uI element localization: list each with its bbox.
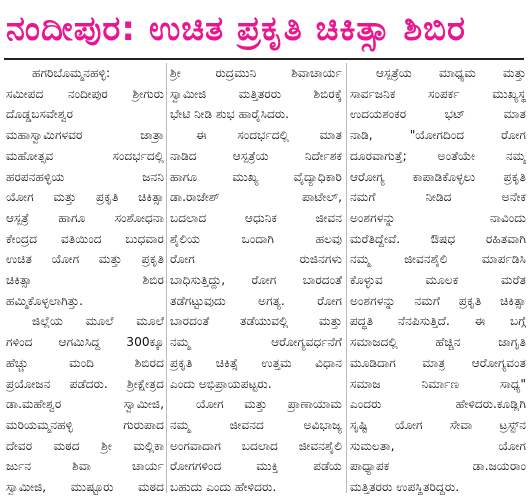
article-line: ನಾಡಿದ ಆಸ್ಪತ್ರೆಯ ನಿರ್ದೇಶಕ [170, 148, 342, 163]
article-column-2 [170, 63, 342, 495]
article-line: ಆರೋಗ್ಯ ಕಾಪಾಡಿಕೊಳ್ಳಲು ಪ್ರಕೃತಿ [350, 169, 526, 184]
article-line: ಮರಿಯಮ್ಮನಹಳ್ಳಿ ಗುರುಪಾದ [6, 417, 164, 432]
article-line: ಡಾ.ರಾಜೇಶ್ ಪಾಟೇಲ್, [170, 190, 342, 205]
article-line: ಸ್ವಾಮೀಜಿ ಮತ್ತಿತರರು ಶಿಬಿರಕ್ಕೆ [170, 86, 342, 101]
article-line: ಪ್ರಯೋಜನ ಪಡೆದರು. ಶ್ರೀಕ್ಷೇತ್ರದ [6, 376, 164, 391]
article-line: ಪ್ರಕೃತಿ ಚಿಕಿತ್ಸೆ ಉತ್ತಮ ವಿಧಾನ [170, 355, 342, 370]
article-line: ಬಾಧಿಸುತ್ತಿದ್ದು, ರೋಗ ಬಾರದಂತೆ [170, 273, 342, 288]
article-line: ಕೊಳ್ಳುವ ಮೂಲಕ ಮರೆತ [350, 273, 526, 288]
article-line: ಅಂಶಗಳನ್ನು ನಮಗೆ ಪ್ರಕೃತಿ ಚಿಕಿತ್ಸಾ [350, 293, 526, 308]
article-line: ಯೋಗ ಮತ್ತು ಪ್ರಾಣಾಯಾಮ [196, 397, 342, 412]
article-line: ನಮಗೆ ನೀಡಿದ ಅನೇಕ [350, 190, 526, 205]
article-line: ನಾಡಿ, "ಯೋಗದಿಂದ ರೋಗ [350, 128, 526, 143]
article-line: ಹಾಗೂ ಮುಖ್ಯ ವೈದ್ಯಾಧಿಕಾರಿ [170, 169, 342, 184]
article-line: ಹರಪನಹಳ್ಳಿಯ ಜನನಿ [6, 169, 164, 184]
column-divider [346, 63, 347, 493]
article-line: ಸಮೀಪದ ನಂದೀಪುರ ಶ್ರೀಗುರು [6, 86, 164, 101]
column-divider [166, 63, 167, 493]
article-line: ಕೇಂದ್ರದ ವತಿಯಿಂದ ಬುಧವಾರ [6, 231, 164, 246]
article-line: ಅಂಶಗಳನ್ನು ನಾವಿಂದು [350, 210, 526, 225]
article-line: ಶ್ರೀ ರುದ್ರಮುನಿ ಶಿವಾಚಾರ್ಯ [170, 66, 342, 80]
article-line: ಸಾರ್ವಜನಿಕ ಸಂಪರ್ಕ ಮುಖ್ಯಸ್ಥ [350, 86, 526, 101]
article-line: ಮೂಡಿದಾಗ ಮಾತ್ರ ಆರೋಗ್ಯವಂತ [350, 355, 526, 370]
article-line: ಚಿಕಿತ್ಸಾ ಶಿಬಿರ [6, 273, 164, 288]
article-line: ನಮ್ಮ ಜೀವನಶೈಲಿ ಮಾರ್ಪಡಿಸಿ [350, 252, 526, 267]
article-line: ರೋಗ ರುಜಿನಗಳು [170, 252, 342, 267]
article-line: ಹೆಚ್ಚು ಮಂದಿ ಶಿಬಿರದ [6, 355, 164, 370]
article-line: ಆಸ್ಪತ್ರೆಯ ಮಾಧ್ಯಮ ಮತ್ತು [376, 66, 526, 80]
article-line: ದೂರವಾಗುತ್ತೆ; ಅಂತೆಯೇ ನಮ್ಮ [350, 148, 526, 163]
article-line: ಸಮಾಜ ನಿರ್ಮಾಣ ಸಾಧ್ಯ" [350, 376, 526, 391]
article-line: ಬಾರದಂತೆ ತಡೆಯುವಲ್ಲಿ ಮತ್ತು [170, 314, 342, 329]
article-line: ಸೃಷ್ಟಿ ಯೋಗ ಸೇವಾ ಟ್ರಸ್ಟ್‌ನ [350, 417, 526, 432]
article-line: ಮರೆತಿದ್ದೇವೆ. ಔಷಧ ರಹಿತವಾಗಿ [350, 231, 526, 246]
article-line: ಈ ಸಂದರ್ಭದಲ್ಲಿ ಮಾತ [196, 128, 342, 143]
article-line: ಪದ್ಧತಿ ನೆನಪಿಸುತ್ತಿದೆ. ಈ ಬಗ್ಗೆ [350, 314, 526, 329]
article-line: ದೇವರ ಮಠದ ಶ್ರೀ ಮಲ್ಲಿಕಾ [6, 438, 164, 453]
headline-rule [4, 58, 524, 60]
article-line: ದೊಡ್ಡಬಸವೇಶ್ವರ [6, 107, 74, 122]
article-line: ಮಹಾಸ್ವಾಮಿಗಳವರ ಜಾತ್ರಾ [6, 128, 164, 143]
article-line: ಆಸ್ಪತ್ರೆ ಹಾಗೂ ಸಂಶೋಧನಾ [6, 210, 164, 225]
article-line: ಅಂಗವಾದಾಗ ಬದಲಾದ ಜೀವನಶೈಲಿ [170, 438, 342, 453]
article-line: ಮತ್ತಿತರರು ಉಪಸ್ಥಿತರಿದ್ದರು. [350, 480, 460, 495]
article-line: ಡಾ.ಮಹೇಶ್ವರ ಸ್ವಾಮೀಜಿ, [6, 397, 164, 412]
article-line: ಹಗರಿಬೊಮ್ಮನಹಳ್ಳಿ: [32, 66, 111, 80]
article-line: ಯೋಗ ಮತ್ತು ಪ್ರಕೃತಿ ಚಿಕಿತ್ಸಾ [6, 190, 164, 205]
article-line: ನಮ್ಮ ಜೀವನದ ಅವಿಭಾಜ್ಯ [170, 417, 342, 432]
article-line: ನಮ್ಮ ಆರೋಗ್ಯವರ್ಧನೆಗೆ [170, 335, 342, 350]
article-line: ತಡೆಗಟ್ಟುವುದು ಅಗತ್ಯ. ರೋಗ [170, 293, 342, 308]
article-line: ಸುಮಲತಾ, ಯೋಗ [350, 438, 526, 453]
article-line: ಉಚಿತ ಯೋಗ ಮತ್ತು ಪ್ರಕೃತಿ [6, 252, 164, 267]
article-line: ಜಿಲ್ಲೆಯ ಮೂಲೆ ಮೂಲೆ [32, 314, 164, 329]
article-column-3 [350, 63, 526, 495]
article-line: ಬದಲಾದ ಆಧುನಿಕ ಜೀವನ [170, 210, 342, 225]
article-line: ಎಂದು ಅಭಿಪ್ರಾಯಪಟ್ಟರು. [170, 376, 272, 391]
article-line: ಎಂದರು ಹೇಳಿದರು.ಕೂಡ್ಲಿಗಿ [350, 397, 526, 412]
article-column-1 [6, 63, 164, 495]
article-line: ರ್ಜುನ ಶಿವಾ ಚಾರ್ಯ [6, 459, 164, 474]
headline: ನಂದೀಪುರ: ಉಚಿತ ಪ್ರಕೃತಿ ಚಿಕಿತ್ಸಾ ಶಿಬಿರ [6, 9, 466, 49]
article-line: ಸಮಾಜದಲ್ಲಿ ಹೆಚ್ಚಿನ ಜಾಗೃತಿ [350, 335, 526, 350]
article-line: ರೋಗಗಳಿಂದ ಮುಕ್ತಿ ಪಡೆಯ [170, 459, 342, 474]
article-line: ಶೈಲಿಯ ಒಂದಾಗಿ ಹಲವು [170, 231, 342, 246]
article-line: ಹಮ್ಮಿಕೊಳ್ಳಲಾಗಿತ್ತು. [6, 293, 83, 308]
article-line: ಸ್ವಾಮೀಜಿ, ಮುಷ್ಟೂರು ಮಠದ [6, 480, 164, 495]
article-line: ಬಹುದು ಎಂದು ಹೇಳಿದರು. [170, 480, 277, 495]
article-line: ಉದಯಶಂಕರ ಭಟ್ ಮಾತ [350, 107, 526, 122]
article-line: ಮಹೋತ್ಸವ ಸಂದರ್ಭದಲ್ಲಿ [6, 148, 164, 163]
article-line: ಪಾಧ್ಯಾಪಕ ಡಾ.ಜಯರಾಂ [350, 459, 526, 474]
article-line: ಗಳಿಂದ ಆಗಮಿಸಿದ್ದ 300ಕ್ಕೂ [6, 335, 164, 350]
article-line: ಭೇಟಿ ನೀಡಿ ಶುಭ ಹಾರೈಸಿದರು. [170, 107, 290, 122]
